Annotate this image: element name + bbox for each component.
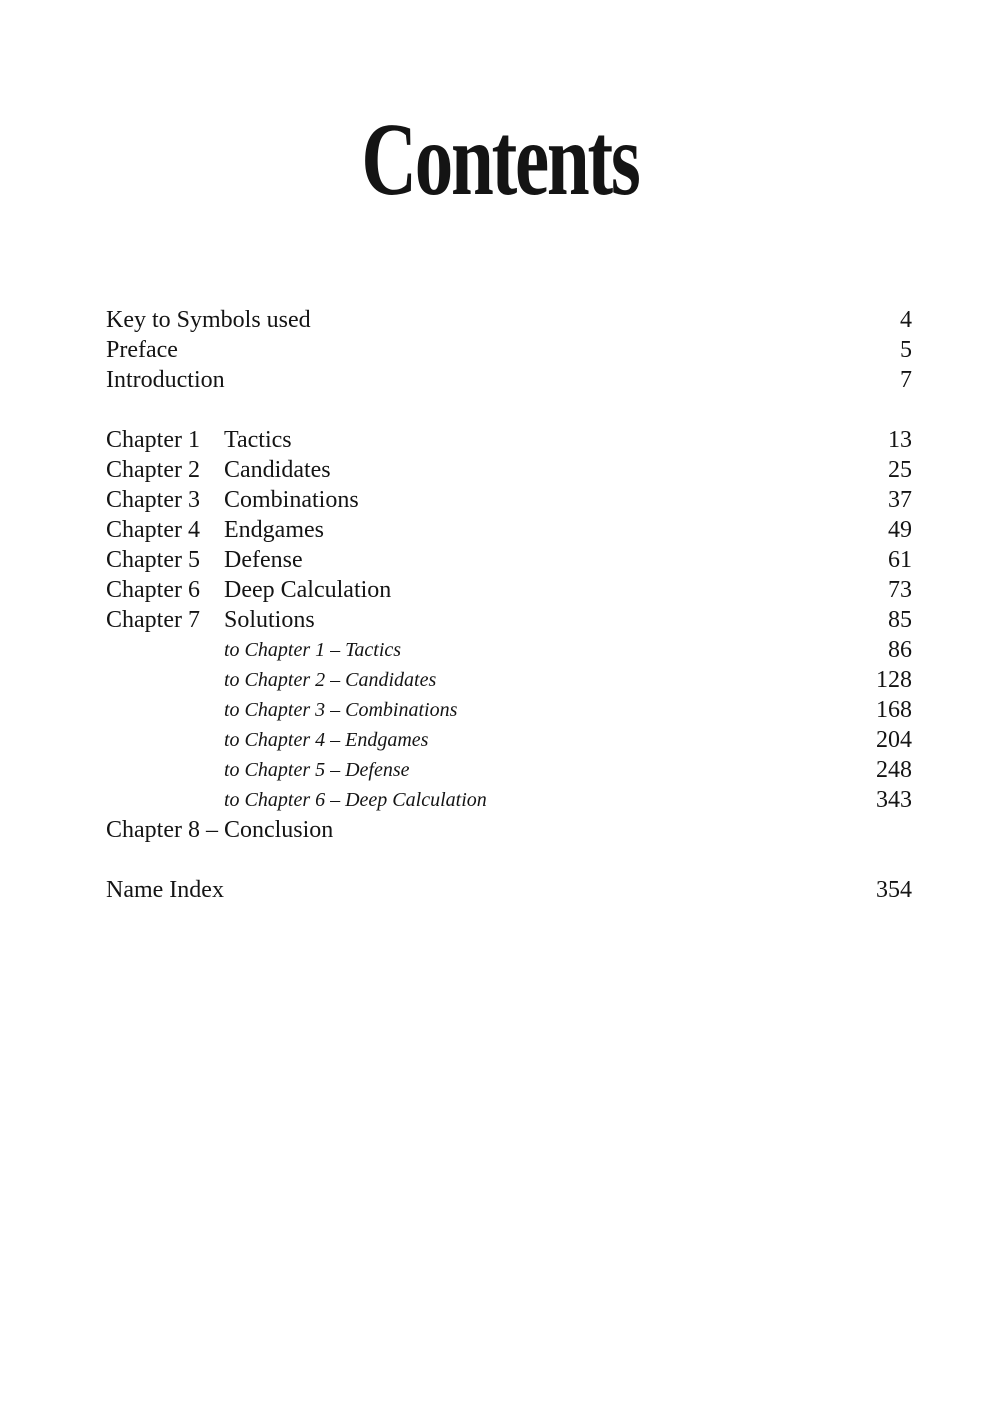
- subentry-title: to Chapter 4 – Endgames: [224, 729, 429, 751]
- chapter-title: Deep Calculation: [224, 577, 392, 603]
- toc-entry-chapter-2[interactable]: [106, 455, 912, 485]
- subentry-title: to Chapter 5 – Defense: [224, 759, 410, 781]
- toc-entry-page: 73: [888, 577, 912, 603]
- toc-entry-label: Key to Symbols used: [106, 307, 311, 333]
- toc-entry-label: Chapter 8 – Conclusion: [106, 817, 334, 843]
- toc-entry-page: 86: [888, 637, 912, 663]
- toc-entry-page: 248: [876, 757, 912, 783]
- subentry-title: to Chapter 1 – Tactics: [224, 639, 402, 661]
- chapter-title: Endgames: [224, 517, 324, 543]
- toc-entry-page: 128: [876, 667, 912, 693]
- chapter-title: Candidates: [224, 457, 331, 483]
- toc-subentry-solutions-5[interactable]: [106, 755, 912, 785]
- toc-entry-page: 13: [888, 427, 912, 453]
- toc-entry-page: 343: [876, 787, 912, 813]
- chapter-title: Defense: [224, 547, 303, 573]
- toc-entry-name-index[interactable]: [106, 875, 912, 905]
- toc-subentry-solutions-6[interactable]: [106, 785, 912, 815]
- toc-entry-chapter-8[interactable]: [106, 815, 912, 845]
- toc-subentry-solutions-4[interactable]: [106, 725, 912, 755]
- toc-entry-preface[interactable]: [106, 335, 912, 365]
- toc-entry-page: 25: [888, 457, 912, 483]
- toc-entry-page: 5: [900, 337, 912, 363]
- chapter-number: Chapter 4: [106, 517, 200, 543]
- page-title: Contents: [361, 102, 639, 217]
- toc-entry-page: 37: [888, 487, 912, 513]
- toc-entry-page: 354: [876, 877, 912, 903]
- toc-entry-page: 7: [900, 367, 912, 393]
- chapter-number: Chapter 5: [106, 547, 200, 573]
- chapter-title: Combinations: [224, 487, 359, 513]
- toc-entry-label: Introduction: [106, 367, 225, 393]
- chapter-number: Chapter 1: [106, 427, 200, 453]
- toc-entry-page: 49: [888, 517, 912, 543]
- toc-entry-chapter-1[interactable]: [106, 425, 912, 455]
- toc-entry-chapter-3[interactable]: [106, 485, 912, 515]
- toc-subentry-solutions-3[interactable]: [106, 695, 912, 725]
- chapter-title: Solutions: [224, 607, 315, 633]
- toc-entry-page: 85: [888, 607, 912, 633]
- toc-entry-label: Name Index: [106, 877, 224, 903]
- toc-entry-chapter-5[interactable]: [106, 545, 912, 575]
- subentry-title: to Chapter 2 – Candidates: [224, 669, 437, 691]
- chapter-number: Chapter 7: [106, 607, 200, 633]
- section-spacer: [106, 395, 912, 425]
- toc-entry-page: 61: [888, 547, 912, 573]
- toc-entry-introduction[interactable]: [106, 365, 912, 395]
- chapter-number: Chapter 3: [106, 487, 200, 513]
- toc-subentry-solutions-1[interactable]: [106, 635, 912, 665]
- section-spacer: [106, 845, 912, 875]
- toc-entry-page: 168: [876, 697, 912, 723]
- chapter-title: Tactics: [224, 427, 292, 453]
- subentry-title: to Chapter 6 – Deep Calculation: [224, 789, 487, 811]
- toc-entry-label: Preface: [106, 337, 178, 363]
- toc-entry-chapter-4[interactable]: [106, 515, 912, 545]
- toc-entry-page: 4: [900, 307, 912, 333]
- toc-entry-chapter-7[interactable]: [106, 605, 912, 635]
- subentry-title: to Chapter 3 – Combinations: [224, 699, 458, 721]
- toc-entry-page: 204: [876, 727, 912, 753]
- chapter-number: Chapter 2: [106, 457, 200, 483]
- toc-subentry-solutions-2[interactable]: [106, 665, 912, 695]
- toc-entry-key-to-symbols[interactable]: [106, 305, 912, 335]
- table-of-contents: [106, 305, 912, 905]
- toc-entry-chapter-6[interactable]: [106, 575, 912, 605]
- chapter-number: Chapter 6: [106, 577, 200, 603]
